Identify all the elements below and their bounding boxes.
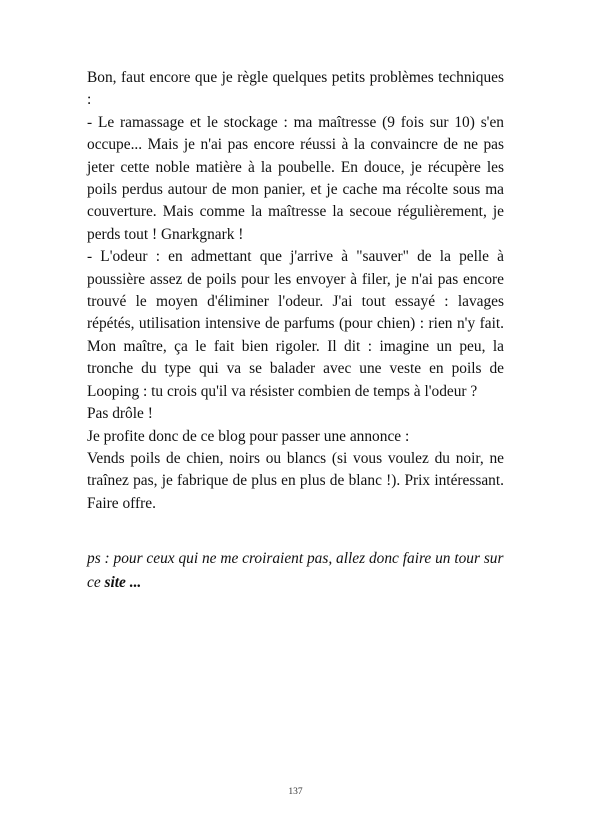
body-text bbox=[87, 67, 504, 515]
paragraph-intro: Bon, faut encore que je règle quelques petits problèmes techniques : bbox=[87, 69, 504, 109]
page-number: 137 bbox=[288, 787, 303, 797]
paragraph-odeur: - L'odeur : en admettant que j'arrive à "sauver" de la pelle à poussière assez de poils pour les envoyer à filer, je n'ai pas encore trouvé le moyen d'éliminer l'odeur. J'ai tout essayé : lavages répétés, utilisation intensive de parfums (pour chien) : rien n'y fait. Mon maître, ça le fait bien rigoler. Il dit : imagine un peu, la tronche du type qui va se balader avec une veste en poils de Looping : tu crois qu'il va résister combien de temps à l'odeur ? bbox=[87, 248, 504, 400]
paragraph-ramassage: - Le ramassage et le stockage : ma maîtresse (9 fois sur 10) s'en occupe... Mais je n'ai pas encore réussi à la convaincre de ne pas jeter cette noble matière à la poubelle. En douce, je récupère les poils perdus autour de mon panier, et je cache ma récolte sous ma couverture. Mais comme la maîtresse la secoue régulièrement, je perds tout ! Gnarkgnark ! bbox=[87, 113, 504, 243]
paragraph-annonce: Vends poils de chien, noirs ou blancs (si vous voulez du noir, ne traînez pas, je fabrique de plus en plus de blanc !). Prix intéressant. Faire offre. bbox=[87, 449, 504, 512]
ps-note bbox=[87, 547, 517, 595]
paragraph-annonce-intro: Je profite donc de ce blog pour passer une annonce : bbox=[87, 427, 410, 445]
site-link[interactable]: site ... bbox=[104, 574, 142, 591]
ps-note-text: ps : pour ceux qui ne me croiraient pas, allez donc faire un tour sur ce bbox=[87, 550, 504, 591]
paragraph-pas-drole: Pas drôle ! bbox=[87, 405, 153, 423]
